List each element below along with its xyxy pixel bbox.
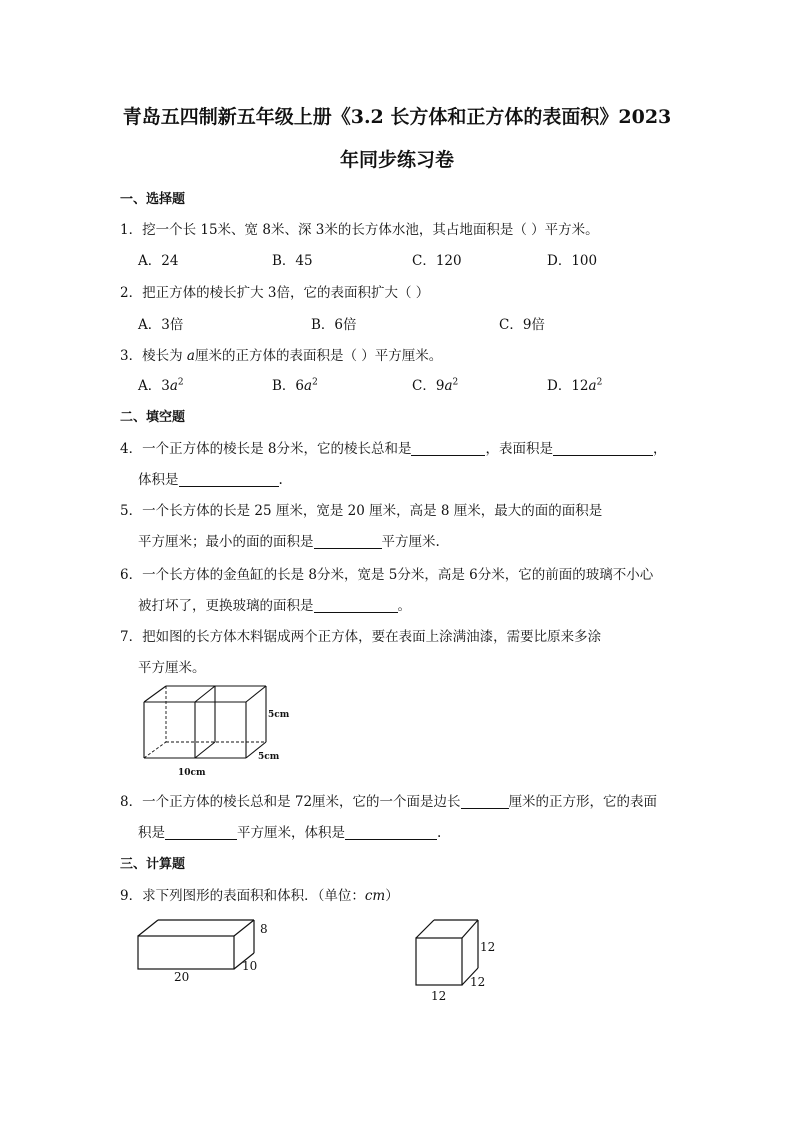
section-heading-choice: 一、选择题 xyxy=(120,192,186,207)
q6-blank-glass-area[interactable] xyxy=(314,598,398,613)
q4-blank-edge-sum[interactable] xyxy=(411,441,485,456)
cube-label-length: 12 xyxy=(431,989,447,1003)
question-4-line2: 体积是 . xyxy=(138,472,283,488)
q2-option-a: A．3倍 xyxy=(138,317,184,333)
q3-option-d: D．$12a^2$ xyxy=(547,377,603,394)
q4-blank-volume[interactable] xyxy=(179,472,279,487)
q7-label-length: 10cm xyxy=(178,768,206,778)
question-2-text: 2．把正方体的棱长扩大 3倍，它的表面积扩大（ ） xyxy=(120,285,430,301)
q3-prefix: 3．棱长为 xyxy=(120,348,187,364)
q2-option-c: C．9倍 xyxy=(499,317,545,333)
page-title-line2: 年同步练习卷 xyxy=(339,149,454,171)
q4-blank-surface[interactable] xyxy=(553,441,653,456)
q9-cube-figure xyxy=(412,914,502,1006)
question-6-line2: 被打坏了，更换玻璃的面积是 。 xyxy=(138,598,411,614)
q9-cuboid-figure xyxy=(134,915,274,985)
cuboid-label-length: 20 xyxy=(174,970,190,984)
question-5-line1: 5．一个长方体的长是 25 厘米，宽是 20 厘米，高是 8 厘米，最大的面的面积是 xyxy=(120,503,603,519)
question-4-line1: 4．一个正方体的棱长是 8分米，它的棱长总和是 ，表面积是 ， xyxy=(120,441,667,457)
cuboid-label-height: 8 xyxy=(260,922,268,936)
q7-label-height: 5cm xyxy=(268,710,290,720)
q1-option-b: B．45 xyxy=(272,253,313,269)
question-6-line1: 6．一个长方体的金鱼缸的长是 8分米，宽是 5分米，高是 6分米，它的前面的玻璃不小心 xyxy=(120,567,654,583)
q1-option-c: C．120 xyxy=(412,253,462,269)
q3-option-a: A．$3a^2$ xyxy=(138,377,184,394)
question-9-text: 9．求下列图形的表面积和体积．（单位：cm） xyxy=(120,888,399,904)
q8-blank-side[interactable] xyxy=(461,794,509,809)
page-title-line1: 青岛五四制新五年级上册《3.2 长方体和正方体的表面积》2023 xyxy=(122,106,672,128)
section-heading-fill: 二、填空题 xyxy=(120,410,186,425)
q1-option-d: D．100 xyxy=(547,253,598,269)
question-8-line2: 积是 平方厘米，体积是 . xyxy=(138,825,442,841)
q7-label-depth: 5cm xyxy=(258,752,280,762)
q3-option-c: C．$9a^2$ xyxy=(412,377,459,394)
q7-cuboid-figure xyxy=(136,682,306,778)
q2-option-b: B．6倍 xyxy=(311,317,357,333)
q3-suffix: 厘米的正方体的表面积是（ ）平方厘米。 xyxy=(194,348,443,364)
q1-option-a: A．24 xyxy=(138,253,179,269)
q3-option-b: B．$6a^2$ xyxy=(272,377,318,394)
question-7-line2: 平方厘米。 xyxy=(138,660,206,676)
question-1-text: 1．挖一个长 15米、宽 8米、深 3米的长方体水池，其占地面积是（ ）平方米。 xyxy=(120,222,599,238)
q8-blank-surface[interactable] xyxy=(165,825,237,840)
cube-label-width: 12 xyxy=(470,975,486,989)
cuboid-label-width: 10 xyxy=(242,959,258,973)
question-5-line2: 平方厘米；最小的面的面积是 平方厘米. xyxy=(138,534,440,550)
question-3-text xyxy=(120,344,442,364)
cube-label-height: 12 xyxy=(480,940,496,954)
q3-variable: a xyxy=(186,348,195,364)
q5-blank-smallest-face[interactable] xyxy=(314,534,382,549)
question-7-line1: 7．把如图的长方体木料锯成两个正方体，要在表面上涂满油漆，需要比原来多涂 xyxy=(120,629,602,645)
section-heading-calc: 三、计算题 xyxy=(120,857,186,872)
q8-blank-volume[interactable] xyxy=(345,825,437,840)
question-8-line1: 8．一个正方体的棱长总和是 72厘米，它的一个面是边长 厘米的正方形，它的表面 xyxy=(120,794,658,810)
